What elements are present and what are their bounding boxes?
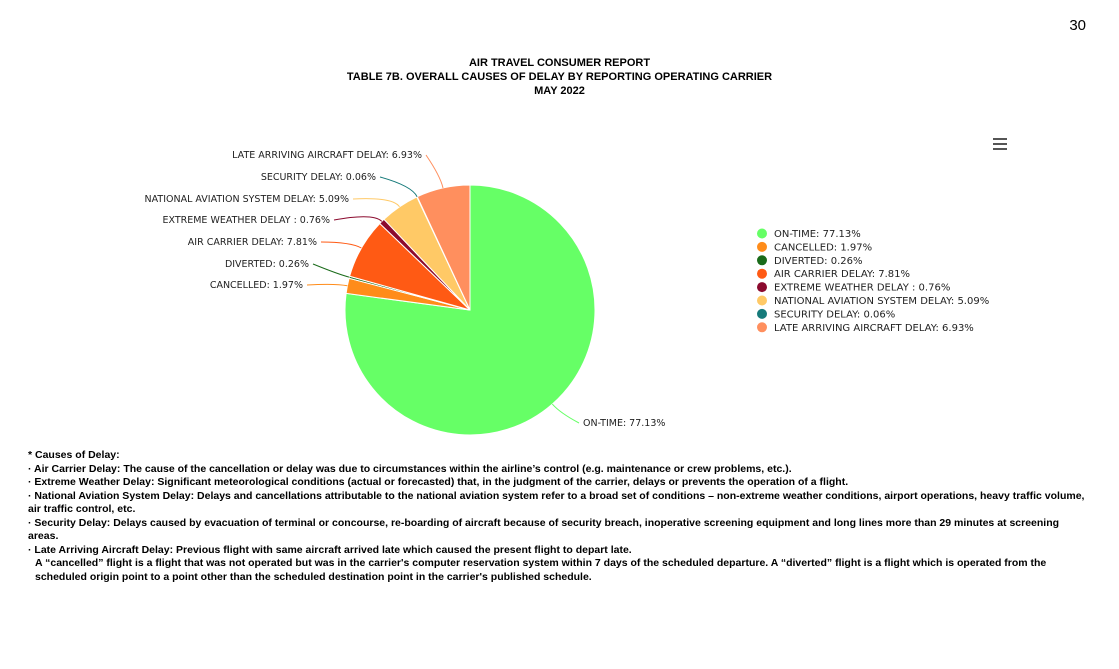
note-air-carrier: · Air Carrier Delay: The cause of the cancellation or delay was due to circumstances within the airline’s control (e.g. maintenance or crew problems, etc.). [28,462,792,475]
legend-item-national-aviation-system-delay[interactable] [757,296,989,308]
legend-marker-cancelled [757,242,767,252]
legend-marker-extreme-weather-delay [757,282,767,292]
data-label-on-time: ON-TIME: 77.13% [583,418,666,429]
connector-diverted [313,264,349,277]
connector-on-time [552,404,579,423]
note-security: · Security Delay: Delays caused by evacuation of terminal or concourse, re-boarding of aircraft because of security breach, inoperative screening equipment and long lines more than 29 minutes at screening areas. [28,516,1060,542]
data-label-security-delay: SECURITY DELAY: 0.06% [260,172,376,183]
data-label-cancelled: CANCELLED: 1.97% [209,280,303,291]
legend-marker-on-time [757,229,767,239]
data-label-late-arriving-aircraft-delay: LATE ARRIVING AIRCRAFT DELAY: 6.93% [232,150,422,161]
legend-label-diverted: DIVERTED: 0.26% [774,255,863,267]
legend-label-late-arriving-aircraft-delay: LATE ARRIVING AIRCRAFT DELAY: 6.93% [774,322,974,334]
legend-label-air-carrier-delay: AIR CARRIER DELAY: 7.81% [774,269,911,281]
legend-marker-late-arriving-aircraft-delay [757,322,767,332]
data-label-national-aviation-system-delay: NATIONAL AVIATION SYSTEM DELAY: 5.09% [144,194,349,205]
legend-item-on-time[interactable] [757,229,861,241]
legend-label-national-aviation-system-delay: NATIONAL AVIATION SYSTEM DELAY: 5.09% [774,296,990,307]
legend-item-extreme-weather-delay[interactable] [757,282,950,294]
legend-item-cancelled[interactable] [757,242,872,254]
note-extreme-weather: · Extreme Weather Delay: Significant meteorological conditions (actual or forecasted) that, in the judgment of the carrier, delays or prevents the operation of a flight. [28,476,849,488]
legend-item-security-delay[interactable] [757,309,895,321]
legend-item-late-arriving-aircraft-delay[interactable] [757,322,974,334]
notes-heading: * Causes of Delay: [28,449,120,461]
report-header [0,56,1119,98]
note-national-aviation: · National Aviation System Delay: Delays and cancellations attributable to the national aviation system refer to a broad set of conditions – non-extreme weather conditions, airport operations, heavy traffic volume, air traffic control, etc. [28,489,1085,515]
data-label-diverted: DIVERTED: 0.26% [224,259,309,270]
legend-marker-national-aviation-system-delay [757,296,767,306]
legend-label-security-delay: SECURITY DELAY: 0.06% [774,309,896,321]
connector-national-aviation-system-delay [353,199,400,207]
note-late-arriving: · Late Arriving Aircraft Delay: Previous flight with same aircraft arrived late which caused the present flight to depart late. [28,543,632,556]
page-number: 30 [1069,17,1086,34]
legend-item-diverted[interactable] [757,255,862,266]
legend-marker-air-carrier-delay [757,269,767,279]
delay-notes [28,449,1088,584]
data-label-extreme-weather-delay: EXTREME WEATHER DELAY : 0.76% [162,215,330,226]
connector-cancelled [307,284,347,285]
connector-security-delay [380,177,417,197]
connector-extreme-weather-delay [334,217,382,222]
report-period: MAY 2022 [534,85,585,97]
legend-label-cancelled: CANCELLED: 1.97% [774,242,873,254]
legend-label-on-time: ON-TIME: 77.13% [774,229,861,240]
legend-marker-diverted [757,255,767,265]
pie-chart [0,130,1119,440]
connector-air-carrier-delay [321,242,361,248]
legend-item-air-carrier-delay[interactable] [757,269,910,281]
connector-late-arriving-aircraft-delay [426,155,443,188]
legend-label-extreme-weather-delay: EXTREME WEATHER DELAY : 0.76% [774,282,951,294]
report-title: AIR TRAVEL CONSUMER REPORT [468,57,651,69]
legend-marker-security-delay [757,309,767,319]
data-label-air-carrier-delay: AIR CARRIER DELAY: 7.81% [187,237,317,248]
table-title: TABLE 7B. OVERALL CAUSES OF DELAY BY REPORTING OPERATING CARRIER [346,71,773,83]
notes-footer: A “cancelled” flight is a flight that was not operated but was in the carrier's computer reservation system within 7 days of the scheduled departure. A “diverted” flight is a flight which is operated from the scheduled origin point to a point other than the scheduled destination point in the carrier's published schedule. [35,557,1047,583]
